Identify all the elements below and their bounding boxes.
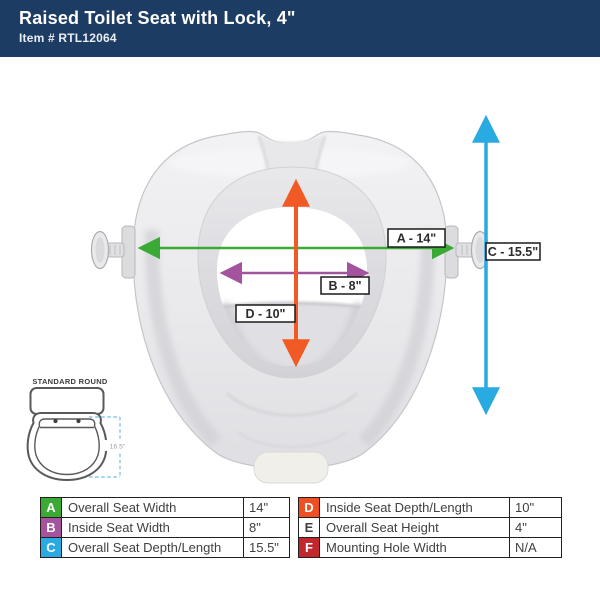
spec-value: 10" xyxy=(510,498,562,518)
spec-row-f xyxy=(299,538,562,558)
spec-key-badge-f: F xyxy=(299,538,320,558)
spec-table-left xyxy=(40,497,290,558)
spec-key-badge-c: C xyxy=(41,538,62,558)
spec-label: Inside Seat Depth/Length xyxy=(320,498,510,518)
inset-bolt-left xyxy=(53,419,57,423)
inset-title: STANDARD ROUND xyxy=(32,377,108,386)
spec-row-d xyxy=(299,498,562,518)
dimension-label-c-text: C - 15.5" xyxy=(487,245,539,259)
page-title: Raised Toilet Seat with Lock, 4" xyxy=(19,8,296,28)
spec-label: Inside Seat Width xyxy=(62,518,244,538)
spec-row-c xyxy=(41,538,290,558)
dimension-label-b xyxy=(321,277,369,294)
spec-key-badge-d: D xyxy=(299,498,320,518)
spec-label: Mounting Hole Width xyxy=(320,538,510,558)
dimension-label-a-text: A - 14" xyxy=(396,231,437,246)
spec-key-badge-a: A xyxy=(41,498,62,518)
spec-value: 4" xyxy=(510,518,562,538)
spec-table-right xyxy=(298,497,562,558)
spec-key-badge-e: E xyxy=(299,518,320,538)
spec-value: 8" xyxy=(244,518,290,538)
spec-value: 15.5" xyxy=(244,538,290,558)
item-number: Item # RTL12064 xyxy=(19,31,117,45)
left-lock-knob xyxy=(92,226,136,278)
dimension-label-c xyxy=(486,243,540,260)
inset-tank xyxy=(31,388,104,414)
dimension-label-d-text: D - 10" xyxy=(245,307,286,321)
dimension-label-a xyxy=(388,229,445,247)
spec-label: Overall Seat Depth/Length xyxy=(62,538,244,558)
spec-row-b xyxy=(41,518,290,538)
front-bumper xyxy=(254,452,328,483)
inset-dimension-text: 16.5" xyxy=(109,443,126,451)
spec-row-a xyxy=(41,498,290,518)
spec-value: 14" xyxy=(244,498,290,518)
right-lock-knob xyxy=(445,226,489,278)
standard-round-inset xyxy=(28,377,130,480)
inset-bolt-right xyxy=(76,419,80,423)
spec-label: Overall Seat Height xyxy=(320,518,510,538)
spec-row-e xyxy=(299,518,562,538)
dimension-label-d xyxy=(236,305,295,322)
dimension-label-b-text: B - 8" xyxy=(328,279,362,293)
spec-label: Overall Seat Width xyxy=(62,498,244,518)
spec-key-badge-b: B xyxy=(41,518,62,538)
spec-value: N/A xyxy=(510,538,562,558)
